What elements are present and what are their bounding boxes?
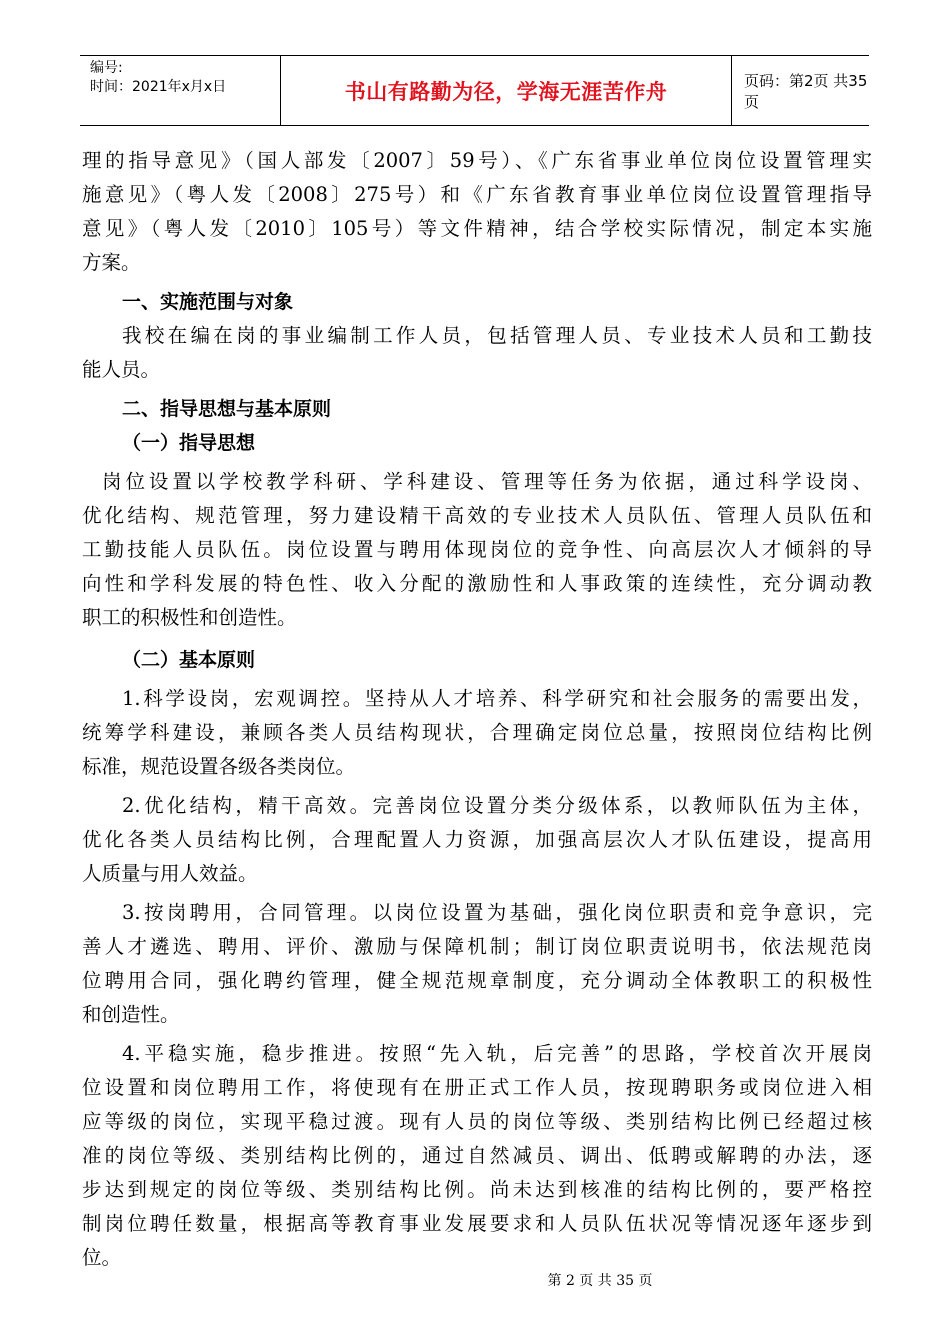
body-line: 善人才遴选、聘用、评价、激励与保障机制；制订岗位职责说明书，依法规范岗 — [82, 935, 872, 958]
body-line: 意见》（粤人发〔2010〕105号）等文件精神，结合学校实际情况，制定本实施 — [82, 217, 872, 240]
header-number-label: 编号: — [90, 60, 123, 76]
body-line: 能人员。 — [82, 358, 161, 381]
section-heading-1: 一、实施范围与对象 — [122, 291, 294, 313]
body-line: 职工的积极性和创造性。 — [82, 606, 297, 629]
body-line: 施意见》（粤人发〔2008〕275号）和《广东省教育事业单位岗位设置管理指导 — [82, 183, 872, 206]
body-line: 应等级的岗位，实现平稳过渡。现有人员的岗位等级、类别结构比例已经超过核 — [82, 1110, 872, 1133]
body-line: 和创造性。 — [82, 1003, 180, 1026]
document-header — [80, 55, 869, 126]
body-line: 位设置和岗位聘用工作，将使现有在册正式工作人员，按现聘职务或岗位进入相 — [82, 1076, 872, 1099]
section-heading-2: 二、指导思想与基本原则 — [122, 398, 332, 420]
document-body — [82, 144, 872, 1275]
body-line: 人质量与用人效益。 — [82, 862, 258, 885]
subsection-heading-2: （二）基本原则 — [122, 649, 256, 671]
body-line: 我校在编在岗的事业编制工作人员，包括管理人员、专业技术人员和工勤技 — [122, 324, 872, 347]
body-line: 优化结构、规范管理，努力建设精干高效的专业技术人员队伍、管理人员队伍和 — [82, 504, 872, 527]
header-page-info: 页码：第2页 共35页 — [744, 71, 868, 111]
body-line: 制岗位聘任数量，根据高等教育事业发展要求和人员队伍状况等情况逐年逐步到 — [82, 1212, 872, 1235]
body-line: 统筹学科建设，兼顾各类人员结构现状，合理确定岗位总量，按照岗位结构比例 — [82, 721, 872, 744]
body-line: 1.科学设岗，宏观调控。坚持从人才培养、科学研究和社会服务的需要出发， — [122, 687, 872, 710]
body-line: 方案。 — [82, 251, 141, 274]
header-time-label: 时间：2021年x月x日 — [90, 79, 227, 95]
body-line: 位。 — [82, 1246, 122, 1269]
body-line: 4.平稳实施，稳步推进。按照“先入轨，后完善”的思路，学校首次开展岗 — [122, 1042, 872, 1065]
body-line: 准的岗位等级、类别结构比例的，通过自然减员、调出、低聘或解聘的办法，逐 — [82, 1144, 872, 1167]
body-line: 步达到规定的岗位等级、类别结构比例。尚未达到核准的结构比例的，要严格控 — [82, 1178, 872, 1201]
page-footer: 第 2 页 共 35 页 — [547, 1273, 653, 1289]
body-line: 2.优化结构，精干高效。完善岗位设置分类分级体系，以教师队伍为主体， — [122, 794, 872, 817]
body-line: 标准，规范设置各级各类岗位。 — [82, 755, 356, 778]
subsection-heading-1: （一）指导思想 — [122, 432, 256, 454]
body-line: 3.按岗聘用，合同管理。以岗位设置为基础，强化岗位职责和竞争意识，完 — [122, 901, 872, 924]
body-line: 向性和学科发展的特色性、收入分配的激励性和人事政策的连续性，充分调动教 — [82, 572, 872, 595]
body-line: 理的指导意见》（国人部发〔2007〕59号）、《广东省事业单位岗位设置管理实 — [82, 149, 872, 172]
header-meta — [80, 56, 280, 125]
header-motto: 书山有路勤为径，学海无涯苦作舟 — [344, 79, 668, 104]
body-line: 岗位设置以学校教学科研、学科建设、管理等任务为依据，通过科学设岗、 — [102, 470, 872, 493]
body-line: 优化各类人员结构比例，合理配置人力资源，加强高层次人才队伍建设，提高用 — [82, 828, 872, 851]
header-motto-cell — [280, 56, 732, 125]
body-line: 位聘用合同，强化聘约管理，健全规范规章制度，充分调动全体教职工的积极性 — [82, 969, 872, 992]
body-line: 工勤技能人员队伍。岗位设置与聘用体现岗位的竞争性、向高层次人才倾斜的导 — [82, 538, 872, 561]
